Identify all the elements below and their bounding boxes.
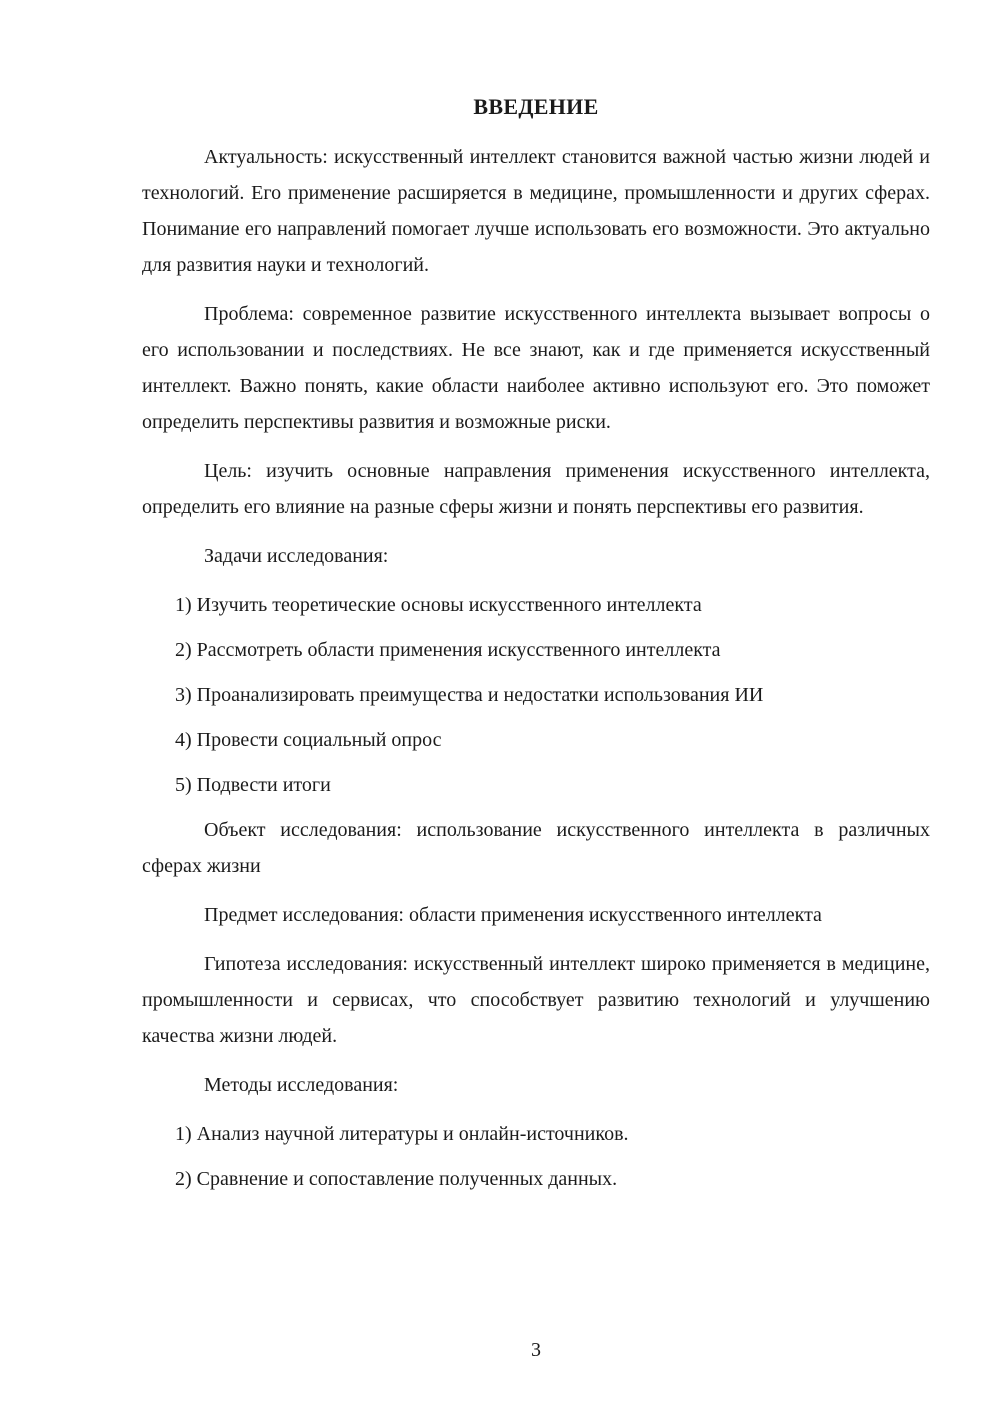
tasks-heading: Задачи исследования: xyxy=(204,545,389,567)
paragraph-relevance: Актуальность: искусственный интеллект становится важной частью жизни людей и технологий. Его применение расширяется в медицине, промышленности и других сферах. Понимание его направлений помогает лучше использовать его возможности. Это актуально для развития науки и технологий. xyxy=(142,146,930,276)
task-list-item: 2) Рассмотреть области применения искусственного интеллекта xyxy=(175,639,721,661)
method-list-item: 1) Анализ научной литературы и онлайн-источников. xyxy=(175,1123,629,1145)
methods-heading: Методы исследования: xyxy=(204,1074,399,1096)
task-list-item: 1) Изучить теоретические основы искусственного интеллекта xyxy=(175,594,702,616)
page-title: ВВЕДЕНИЕ xyxy=(473,94,599,119)
page-number: 3 xyxy=(531,1339,541,1361)
paragraph-goal: Цель: изучить основные направления применения искусственного интеллекта, определить его влияние на разные сферы жизни и понять перспективы его развития. xyxy=(142,460,930,518)
task-list-item: 3) Проанализировать преимущества и недостатки использования ИИ xyxy=(175,684,764,706)
task-list-item: 5) Подвести итоги xyxy=(175,774,331,796)
task-list-item: 4) Провести социальный опрос xyxy=(175,729,442,751)
paragraph-problem: Проблема: современное развитие искусственного интеллекта вызывает вопросы о его использовании и последствиях. Не все знают, как и где применяется искусственный интеллект. Важно понять, какие области наиболее активно используют его. Это поможет определить перспективы развития и возможные риски. xyxy=(142,303,930,433)
method-list-item: 2) Сравнение и сопоставление полученных данных. xyxy=(175,1168,618,1190)
paragraph-object: Объект исследования: использование искусственного интеллекта в различных сферах жизни xyxy=(142,819,930,877)
paragraph-hypothesis: Гипотеза исследования: искусственный интеллект широко применяется в медицине, промышленности и сервисах, что способствует развитию технологий и улучшению качества жизни людей. xyxy=(142,953,930,1047)
paragraph-subject: Предмет исследования: области применения искусственного интеллекта xyxy=(204,904,822,926)
